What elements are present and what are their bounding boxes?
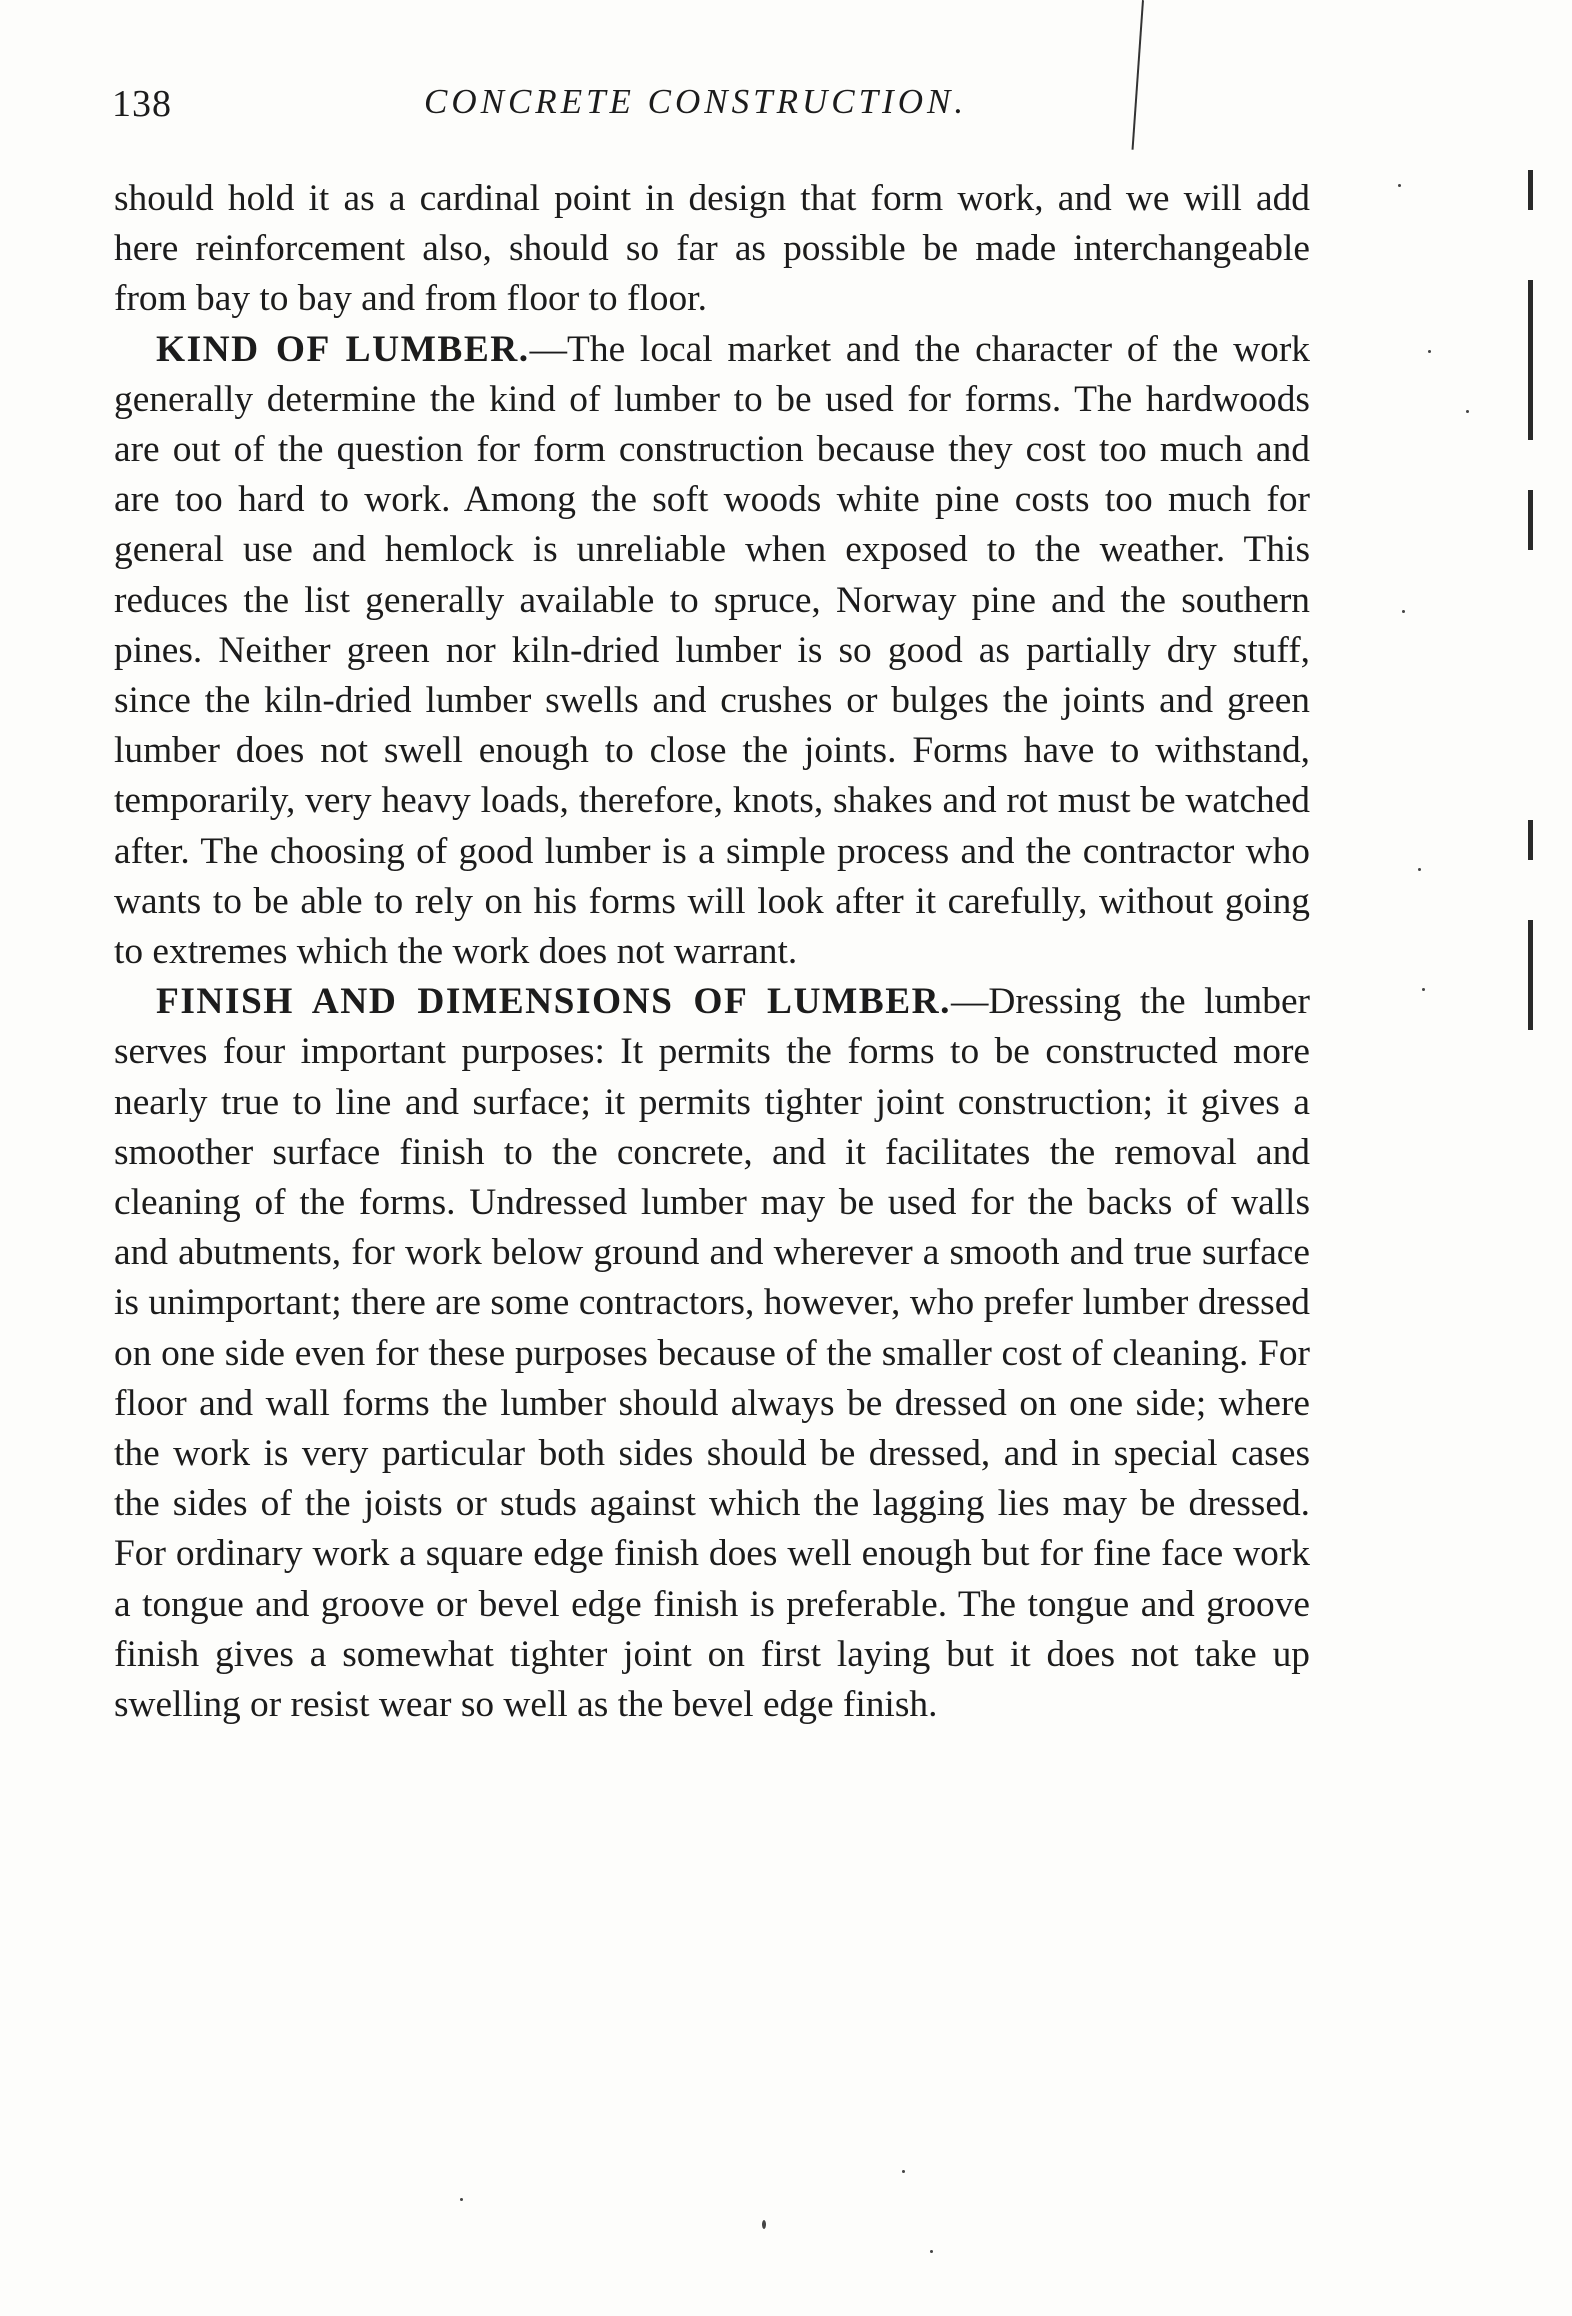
scan-speck [1428, 350, 1431, 353]
scan-speck [762, 2220, 766, 2229]
scan-speck [1466, 410, 1469, 413]
page-header [112, 82, 1312, 142]
paragraph-finish-and-dimensions [114, 977, 1310, 1730]
scan-speck [1422, 988, 1425, 991]
paragraph-continuation: should hold it as a cardinal point in design that form work, and we will add here reinforcement also, should so far as possible be made interchangeable from bay to bay and from floor to floor. [114, 178, 1310, 320]
section-heading-finish-and-dimensions: FINISH AND DIMENSIONS OF LUMBER. [156, 981, 951, 1023]
page-number: 138 [112, 83, 172, 125]
section-heading-kind-of-lumber: KIND OF LUMBER. [156, 328, 530, 370]
paragraph-text: —Dressing the lumber serves four important purposes: It permits the forms to be constructed more nearly true to line and surface; it permits tighter joint construction; it gives a smoother surface finish to the concrete, and it facilitates the removal and cleaning of the forms. Undressed lumber may be used for the backs of walls and abutments, for work below ground and wherever a smooth and true surface is unimportant; there are some contractors, however, who prefer lumber dressed on one side even for these purposes because of the smaller cost of cleaning. For floor and wall forms the lumber should always be dressed on one side; where the work is very particular both sides should be dressed, and in special cases the sides of the joists or studs against which the lagging lies may be dressed. For ordinary work a square edge finish does well enough but for fine face work a tongue and groove or bevel edge finish is preferable. The tongue and groove finish gives a somewhat tighter joint on first laying but it does not take up swelling or resist wear so well as the bevel edge finish. [114, 981, 1310, 1726]
scan-speck [1398, 184, 1401, 187]
scan-speck [460, 2198, 463, 2201]
scan-speck [1418, 868, 1421, 871]
scan-speck [902, 2170, 905, 2173]
running-head: CONCRETE CONSTRUCTION. [424, 82, 968, 121]
paragraph-kind-of-lumber [114, 325, 1310, 978]
body-text [114, 174, 1310, 1730]
scan-speck [1402, 610, 1405, 613]
scan-speck [930, 2250, 933, 2253]
binding-edge-shadow [1528, 160, 1534, 1080]
paragraph-text: —The local market and the character of the work generally determine the kind of lumber to be used for forms. The hardwoods are out of the question for form construction because they cost too much and are too hard to work. Among the soft woods white pine costs too much for general use and hemlock is unreliable when exposed to the weather. This reduces the list generally available to spruce, Norway pine and the southern pines. Neither green nor kiln-dried lumber is so good as partially dry stuff, since the kiln-dried lumber swells and crushes or bulges the joints and green lumber does not swell enough to close the joints. Forms have to withstand, temporarily, very heavy loads, therefore, knots, shakes and rot must be watched after. The choosing of good lumber is a simple process and the contractor who wants to be able to rely on his forms will look after it carefully, without going to extremes which the work does not warrant. [114, 328, 1310, 973]
